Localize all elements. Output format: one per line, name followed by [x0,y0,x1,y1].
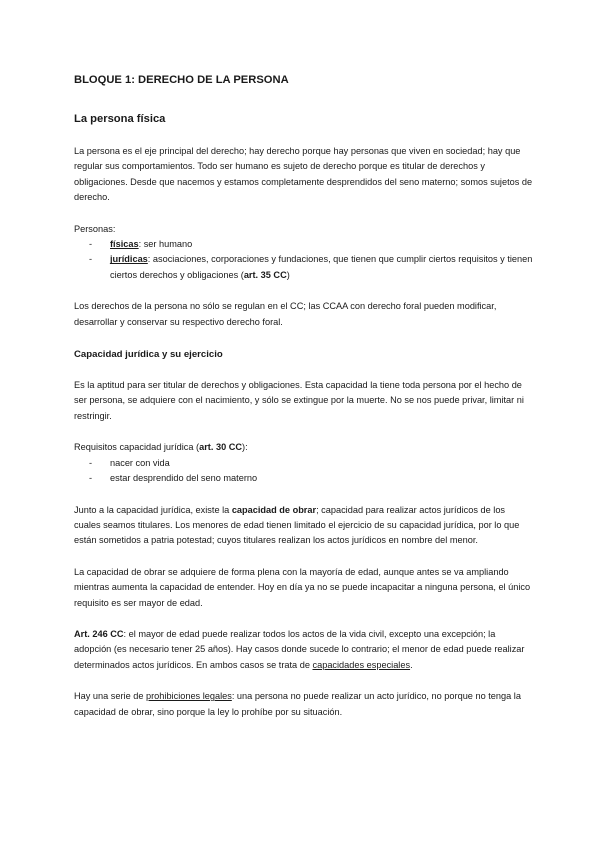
list-item [74,237,534,252]
requisitos-label: Requisitos capacidad jurídica (art. 30 CC): [74,442,248,453]
juridicas-text: : asociaciones, corporaciones y fundaciones, que tienen que cumplir ciertos requisitos y tienen ciertos derechos y obligaciones ( [110,254,533,280]
foral-paragraph: Los derechos de la persona no sólo se regulan en el CC; las CCAA con derecho foral pueden modificar, desarrollar y conservar su respectivo derecho foral. [74,301,497,327]
mayoria-paragraph: La capacidad de obrar se adquiere de forma plena con la mayoría de edad, aunque antes se va ampliando mientras aumenta la capacidad de entender. Hoy en día ya no se puede incapacitar a ninguna persona, el único requisito es ser mayor de edad. [74,566,531,608]
prohibiciones-paragraph: Hay una serie de prohibiciones legales: una persona no puede realizar un acto jurídico, no porque no tenga la capacidad de obrar, sino porque la ley lo prohíbe por su situación. [74,691,521,717]
intro-paragraph: La persona es el eje principal del derecho; hay derecho porque hay personas que viven en sociedad; hay que regular sus comportamientos. Todo ser humano es sujeto de derecho porque es titular de derechos y obligaciones. Desde que nacemos y estamos completamente desprendidos del seno materno; somos sujetos de derecho. [74,146,533,203]
capacidades-especiales-term: capacidades especiales [312,659,411,670]
personas-label: Personas: [74,223,116,234]
obrar-paragraph: Junto a la capacidad jurídica, existe la capacidad de obrar; capacidad para realizar actos jurídicos de los cuales seamos titulares. Los menores de edad tienen limitado el ejercicio de su capacidad jurídica, por lo que están sometidos a patria potestad; cuyos titulares realizan los actos jurídicos en nombre del menor. [74,504,520,546]
juridicas-term: jurídicas [110,254,148,265]
fisicas-text: : ser humano [138,239,193,250]
requisitos-list [74,456,534,487]
juridicas-ref: art. 35 CC [243,269,287,280]
list-item [74,252,534,283]
juridicas-close: ) [286,269,290,280]
document-page [74,72,534,720]
list-item: - nacer con vida [74,456,534,471]
art246-ref: Art. 246 CC [74,628,124,639]
capacidad-definition: Es la aptitud para ser titular de derechos y obligaciones. Esta capacidad la tiene toda persona por el hecho de ser persona, se adquiere con el nacimiento, y sólo se extingue por la muerte. No se nos puede privar, limitar ni restringir. [74,380,524,421]
prohibiciones-term: prohibiciones legales [146,691,232,702]
obrar-term: capacidad de obrar [231,504,317,515]
fisicas-term: físicas [110,239,139,250]
section-title: La persona física [74,113,166,125]
personas-list [74,237,534,283]
document-title: BLOQUE 1: DERECHO DE LA PERSONA [74,74,289,86]
art246-paragraph: Art. 246 CC: el mayor de edad puede realizar todos los actos de la vida civil, excepto una excepción; la adopción (es necesario tener 25 años). Hay casos donde sucede lo contrario; el menor de edad puede realizar determinados actos jurídicos. En ambos casos se trata de capacidades especiales. [74,628,525,670]
capacidad-heading: Capacidad jurídica y su ejercicio [74,349,223,361]
requisitos-ref: art. 30 CC [199,442,243,453]
list-item: - estar desprendido del seno materno [74,471,534,486]
